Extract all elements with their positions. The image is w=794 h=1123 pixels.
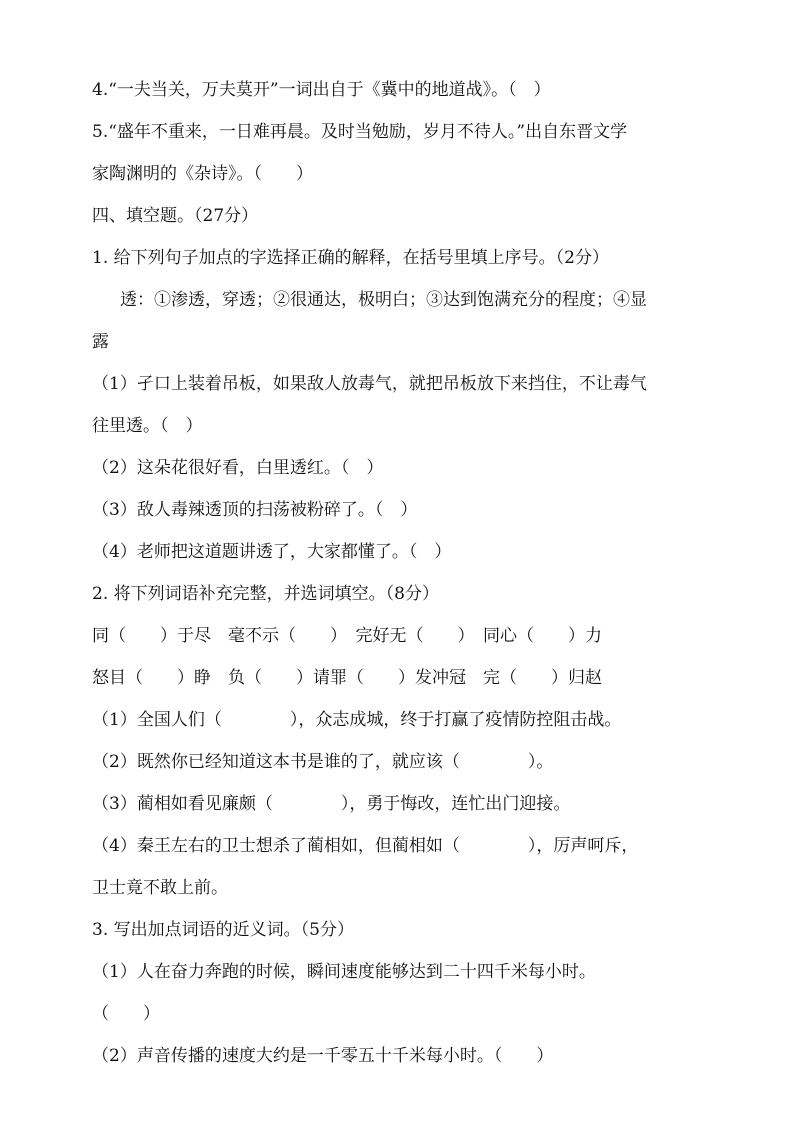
definition-options-line1: 透：①渗透，穿透；②很通达，极明白；③达到饱满充分的程度；④显 [120,290,647,310]
q2-sentence-2: （2）既然你已经知道这本书是谁的了，就应该（ ）。 [92,752,554,772]
q1-sentence-1-line1: （1）孑口上装着吊板，如果敌人放毒气，就把吊板放下来挡住，不让毒气 [92,374,647,394]
idiom-row-2: 怒目（ ）睁 负（ ）请罪（ ）发冲冠 完（ ）归赵 [92,668,602,688]
q1-sentence-1-line2: 往里透。（ ） [92,416,203,436]
q1-sentence-3: （3）敌人毒辣透顶的扫荡被粉碎了。（ ） [92,500,418,520]
q3-sentence-2: （2）声音传播的速度大约是一千零五十千米每小时。（ ） [92,1046,554,1066]
q3-sentence-1-line2: （ ） [92,1004,160,1024]
fill-question-2: 2. 将下列词语补充完整，并选词填空。（8分） [92,584,439,604]
q3-sentence-1-line1: （1）人在奋力奔跑的时候，瞬间速度能够达到二十四千米每小时。 [92,962,596,982]
tf-question-4: 4.“一夫当关，万夫莫开”一词出自于《冀中的地道战》。（ ） [92,80,551,100]
section-heading-fill-in: 四、填空题。（27分） [92,206,259,226]
fill-question-3: 3. 写出加点词语的近义词。（5分） [92,920,354,940]
q2-sentence-1: （1）全国人们（ ），众志成城，终于打赢了疫情防控阻击战。 [92,710,622,730]
worksheet-page [92,80,712,1066]
q2-sentence-4-line1: （4）秦王左右的卫士想杀了蔺相如，但蔺相如（ ），厉声呵斥， [92,836,639,856]
fill-question-1: 1. 给下列句子加点的字选择正确的解释，在括号里填上序号。（2分） [92,248,609,268]
q1-sentence-2: （2）这朵花很好看，白里透红。（ ） [92,458,384,478]
q2-sentence-3: （3）蔺相如看见廉颇（ ），勇于悔改，连忙出门迎接。 [92,794,571,814]
definition-options-line2: 露 [92,332,109,352]
tf-question-5-line1: 5.“盛年不重来，一日难再晨。及时当勉励，岁月不待人。”出自东晋文学 [92,122,628,142]
q1-sentence-4: （4）老师把这道题讲透了，大家都懂了。（ ） [92,542,452,562]
tf-question-5-line2: 家陶渊明的《杂诗》。（ ） [92,164,313,184]
q2-sentence-4-line2: 卫士竟不敢上前。 [92,878,228,898]
idiom-row-1: 同（ ）于尽 毫不示（ ） 完好无（ ） 同心（ ）力 [92,626,602,646]
